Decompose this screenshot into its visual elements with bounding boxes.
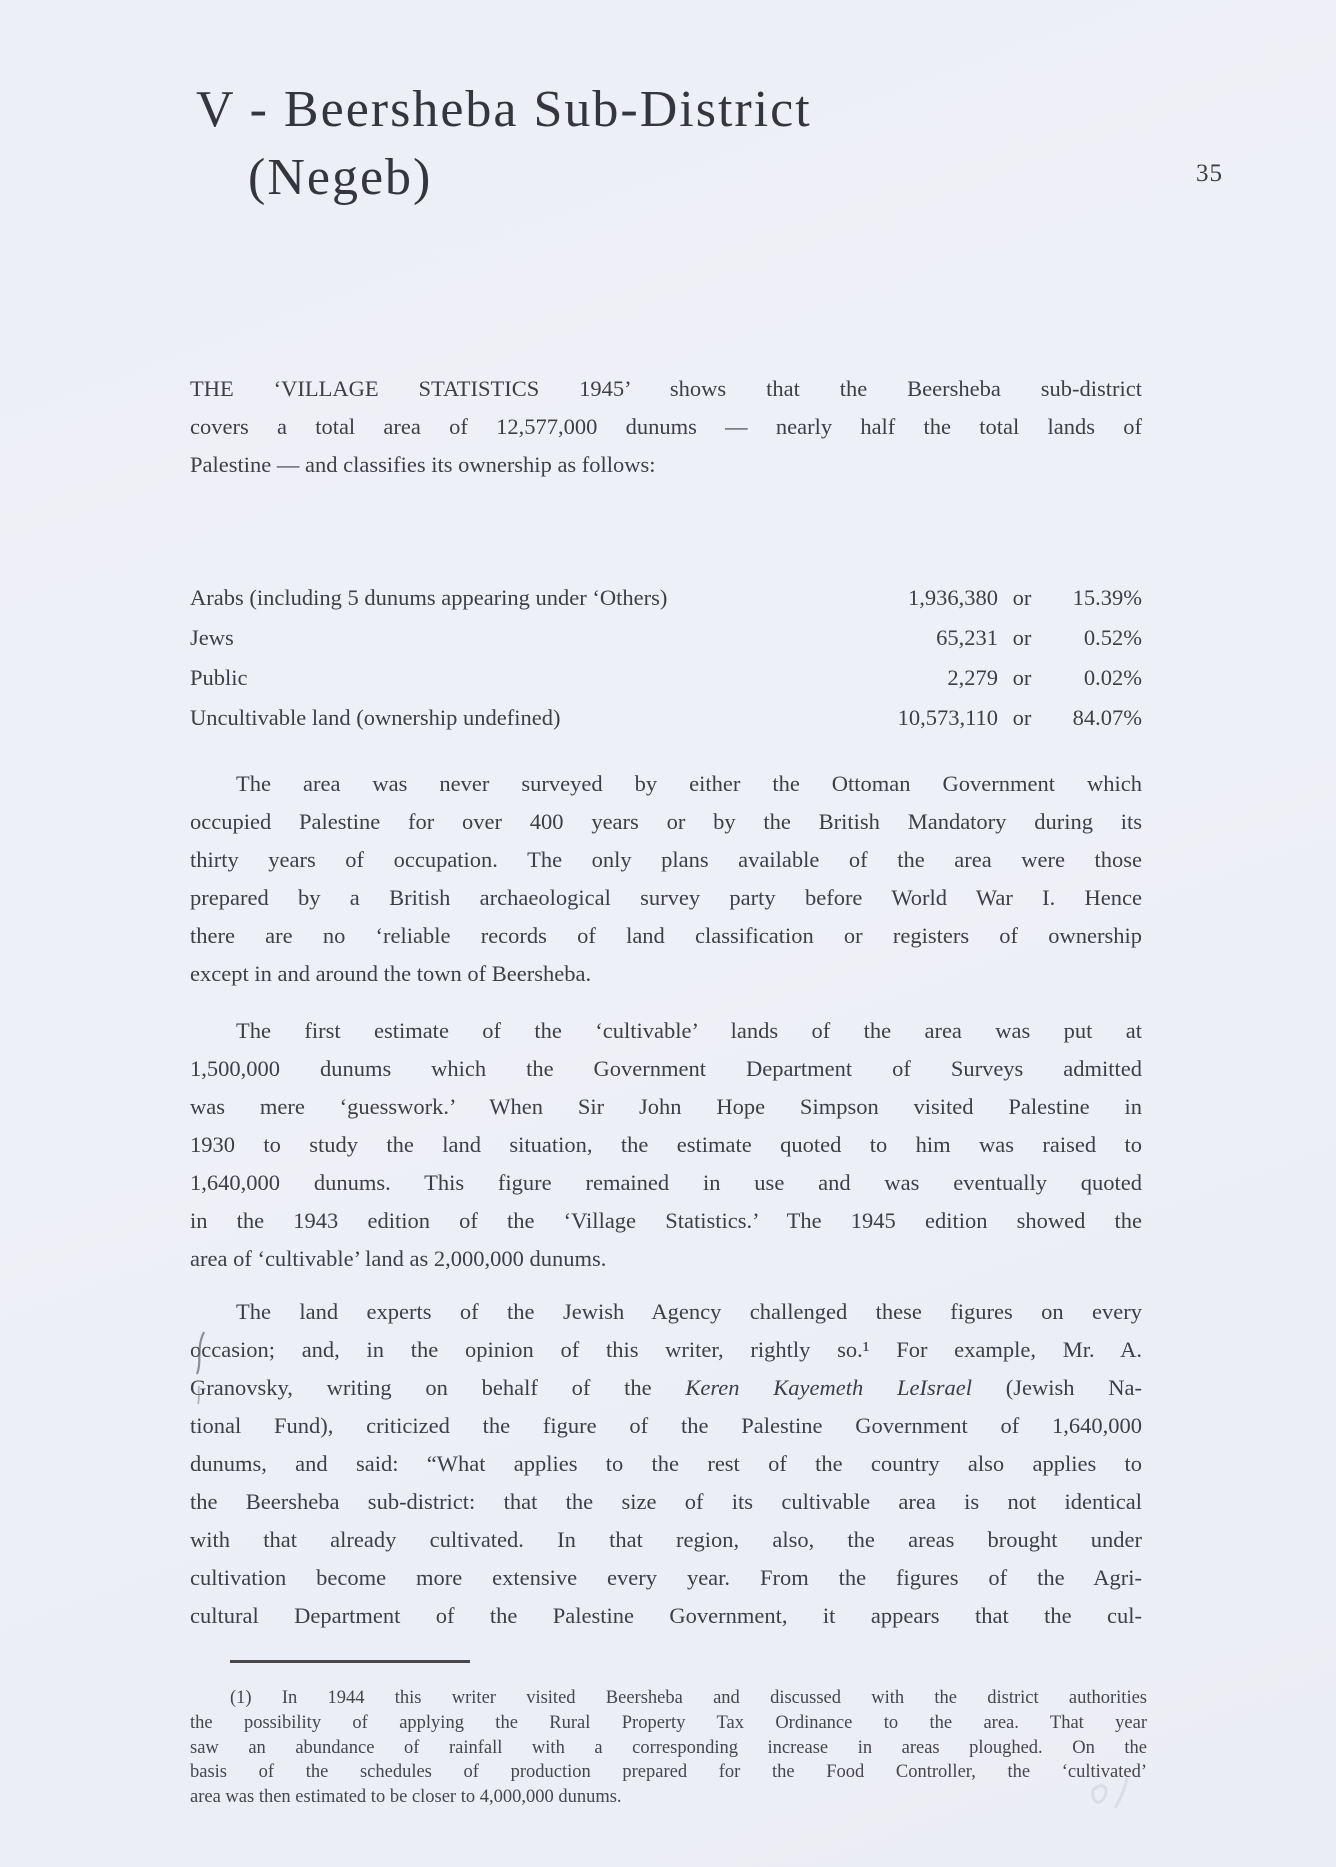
text-line: cultural Department of the Palestine Government, it appears that the cul-: [190, 1603, 1142, 1628]
text-line: cultivation become more extensive every year. From the figures of the Agri-: [190, 1565, 1142, 1590]
text-line: area was then estimated to be closer to 4,000,000 dunums.: [190, 1787, 622, 1808]
faint-smudge: [1075, 1768, 1165, 1818]
ownership-area-dunums: 65,231: [936, 625, 998, 650]
ownership-percentage: 84.07%: [1072, 705, 1142, 730]
text-line: prepared by a British archaeological survey party before World War I. Hence: [190, 885, 1142, 910]
text-line: 1,500,000 dunums which the Government Department of Surveys admitted: [190, 1056, 1142, 1081]
text-segment: (Jewish Na-: [972, 1375, 1142, 1400]
chapter-title-line1: V - Beersheba Sub-District: [196, 81, 812, 138]
footnote: [190, 1686, 1147, 1810]
ownership-label: Uncultivable land (ownership undefined): [190, 705, 561, 730]
text-line: there are no ‘reliable records of land classification or registers of ownership: [190, 923, 1142, 948]
text-line: area of ‘cultivable’ land as 2,000,000 dunums.: [190, 1246, 607, 1271]
text-line: in the 1943 edition of the ‘Village Statistics.’ The 1945 edition showed the: [190, 1208, 1142, 1233]
ownership-row: [190, 658, 1142, 698]
text-line: saw an abundance of rainfall with a corresponding increase in areas ploughed. On the: [190, 1737, 1147, 1758]
text-line: occasion; and, in the opinion of this writer, rightly so.¹ For example, Mr. A.: [190, 1337, 1142, 1362]
text-line: with that already cultivated. In that region, also, the areas brought under: [190, 1527, 1142, 1552]
text-line: occupied Palestine for over 400 years or by the British Mandatory during its: [190, 809, 1142, 834]
italic-phrase: Keren Kayemeth LeIsrael: [685, 1375, 972, 1400]
text-line: the Beersheba sub-district: that the size of its cultivable area is not identical: [190, 1489, 1142, 1514]
text-line: thirty years of occupation. The only plans available of the area were those: [190, 847, 1142, 872]
text-line: The first estimate of the ‘cultivable’ lands of the area was put at: [236, 1018, 1142, 1043]
ownership-percentage: 0.52%: [1083, 625, 1142, 650]
ownership-table: [190, 578, 1142, 738]
text-line: was mere ‘guesswork.’ When Sir John Hope Simpson visited Palestine in: [190, 1094, 1142, 1119]
text-line: dunums, and said: “What applies to the rest of the country also applies to: [190, 1451, 1142, 1476]
ownership-row: [190, 698, 1142, 738]
ownership-label: Public: [190, 665, 248, 690]
intro-paragraph: [190, 370, 1142, 484]
ownership-area-dunums: 1,936,380: [908, 585, 998, 610]
text-segment: Granovsky, writing on behalf of the: [190, 1375, 686, 1400]
text-line: basis of the schedules of production prepared for the Food Controller, the ‘cultivated’: [190, 1762, 1147, 1783]
ownership-connector: or: [1012, 625, 1032, 650]
text-line: 1,640,000 dunums. This figure remained in use and was eventually quoted: [190, 1170, 1142, 1195]
paragraph-cultivable-estimates: [190, 1012, 1142, 1278]
text-line: THE ‘VILLAGE STATISTICS 1945’ shows that the Beersheba sub-district: [190, 376, 1142, 401]
ownership-label: Jews: [190, 625, 234, 650]
ownership-percentage: 0.02%: [1083, 665, 1142, 690]
chapter-title-line2: (Negeb): [248, 149, 433, 206]
text-line: Palestine — and classifies its ownership as follows:: [190, 452, 656, 477]
chapter-title: [196, 76, 812, 212]
stray-pen-mark: [180, 1328, 216, 1428]
text-line: [190, 1369, 1142, 1407]
ownership-connector: or: [1012, 585, 1032, 610]
text-line: covers a total area of 12,577,000 dunums — nearly half the total lands of: [190, 414, 1142, 439]
text-line: 1930 to study the land situation, the estimate quoted to him was raised to: [190, 1132, 1142, 1157]
text-line: The land experts of the Jewish Agency challenged these figures on every: [236, 1299, 1142, 1324]
text-line: The area was never surveyed by either the Ottoman Government which: [236, 771, 1142, 796]
ownership-row: [190, 618, 1142, 658]
paragraph-jewish-agency-experts: [190, 1293, 1142, 1635]
ownership-row: [190, 578, 1142, 618]
ownership-area-dunums: 2,279: [947, 665, 998, 690]
text-line: the possibility of applying the Rural Property Tax Ordinance to the area. That year: [190, 1712, 1147, 1733]
footnote-divider: [230, 1660, 470, 1663]
ownership-area-dunums: 10,573,110: [897, 705, 998, 730]
page-number: 35: [1196, 160, 1223, 187]
ownership-label: Arabs (including 5 dunums appearing under ‘Others): [190, 585, 668, 610]
ownership-connector: or: [1012, 665, 1032, 690]
text-line: (1) In 1944 this writer visited Beersheba and discussed with the district authorities: [230, 1688, 1147, 1708]
text-line: tional Fund), criticized the figure of the Palestine Government of 1,640,000: [190, 1413, 1142, 1438]
ownership-percentage: 15.39%: [1072, 585, 1142, 610]
text-line: except in and around the town of Beersheba.: [190, 961, 592, 986]
ownership-connector: or: [1012, 705, 1032, 730]
paragraph-survey-history: [190, 765, 1142, 993]
